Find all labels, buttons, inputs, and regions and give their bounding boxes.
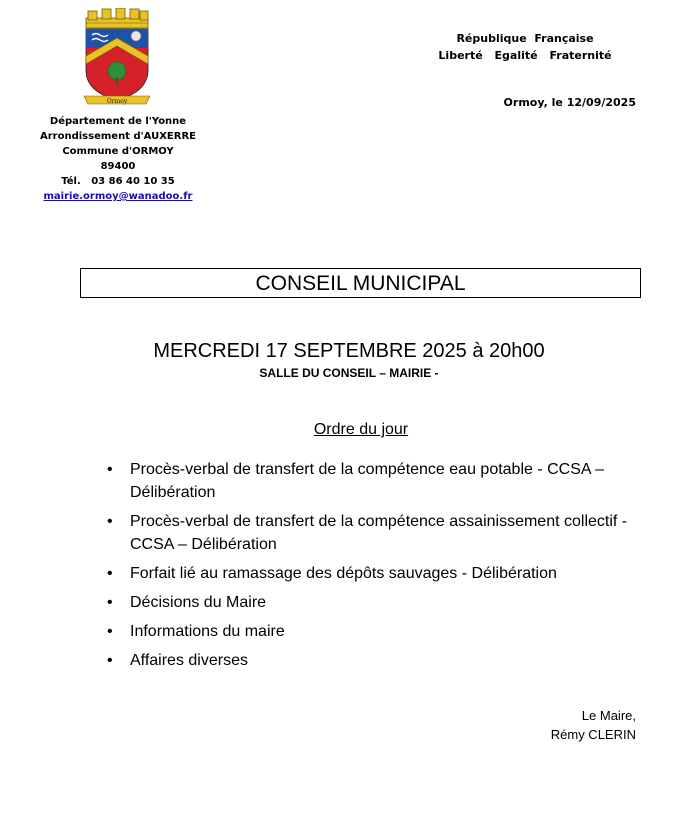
issuer-address-block [40,114,196,204]
postcode-line: 89400 [100,161,136,172]
email-link[interactable]: mairie.ormoy@wanadoo.fr [43,191,193,202]
signature-role: Le Maire, [581,708,636,723]
republic-motto [430,47,620,64]
signature-block [440,706,636,744]
commune-crest-logo [80,8,154,108]
phone-line [40,174,196,189]
agenda-item: • Procès-verbal de transfert de la compétence eau potable - CCSA – Délibération [107,458,647,504]
agenda-item: • Forfait lié au ramassage des dépôts sauvages - Délibération [107,562,647,585]
motto-fraternite: Fraternité [549,49,612,62]
agenda-title: Ordre du jour [313,421,409,438]
agenda-list [107,458,647,678]
signature-name: Rémy CLERIN [550,727,636,742]
meeting-date: MERCREDI 17 SEPTEMBRE 2025 à 20h00 [153,340,545,362]
document-title: CONSEIL MUNICIPAL [80,268,641,298]
phone-number: 03 86 40 10 35 [91,176,175,187]
commune-line: Commune d'ORMOY [62,146,174,157]
meeting-venue: SALLE DU CONSEIL – MAIRIE - [259,366,439,380]
phone-label: Tél. [61,176,81,187]
republic-heading [430,30,620,64]
arrondissement-line: Arrondissement d'AUXERRE [40,131,196,142]
motto-egalite: Egalité [494,49,538,62]
agenda-item: • Décisions du Maire [107,591,647,614]
republic-name: République Française [456,32,594,45]
agenda-item: • Informations du maire [107,620,647,643]
crest-banner-text: Ormoy [106,98,128,105]
date-line: Ormoy, le 12/09/2025 [503,96,636,109]
agenda-item: • Affaires diverses [107,649,647,672]
motto-liberte: Liberté [438,49,483,62]
department-line: Département de l'Yonne [49,116,187,127]
agenda-item: • Procès-verbal de transfert de la compétence assainissement collectif - CCSA – Délibération [107,510,647,556]
